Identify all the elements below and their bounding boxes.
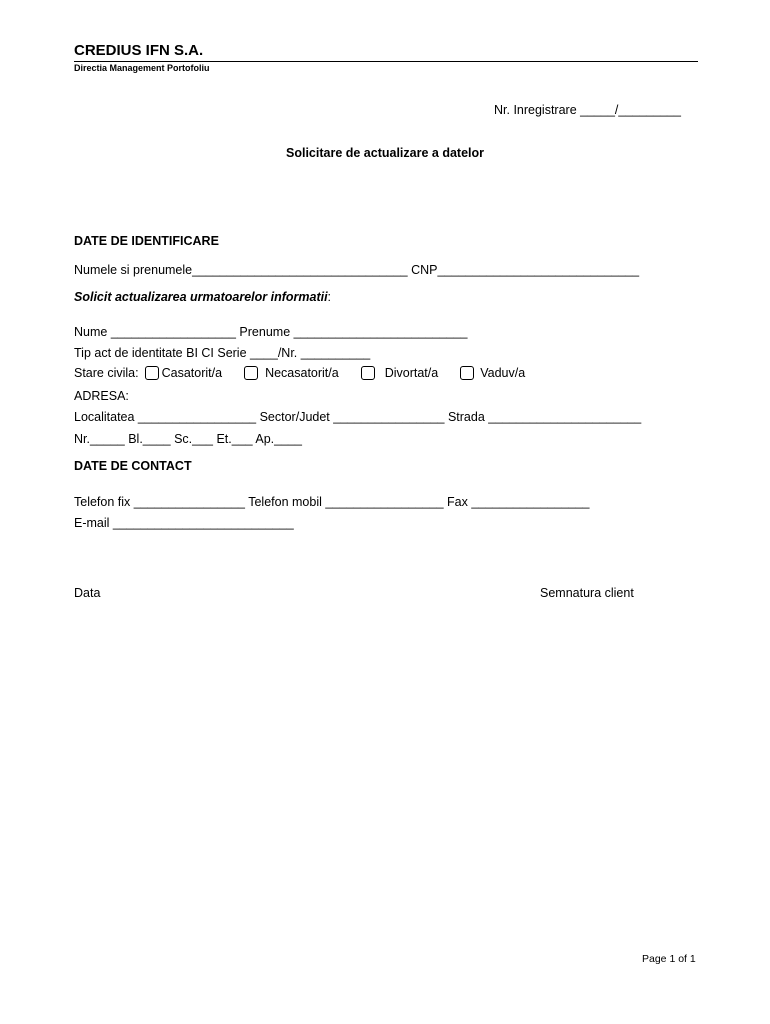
page-number: Page 1 of 1 <box>642 953 696 965</box>
address-number-field[interactable]: Nr._____ Bl.____ Sc.___ Et.___ Ap.____ <box>74 432 302 446</box>
civil-status-row <box>74 366 525 380</box>
registration-number: Nr. Inregistrare _____/_________ <box>494 103 681 117</box>
option-widowed[interactable] <box>460 366 525 380</box>
date-label: Data <box>74 586 101 600</box>
checkbox-widowed[interactable] <box>460 366 474 380</box>
option-married-label: Casatorit/a <box>161 366 223 380</box>
address-label: ADRESA: <box>74 389 129 403</box>
document-title: Solicitare de actualizare a datelor <box>286 146 484 160</box>
option-unmarried[interactable] <box>244 366 339 380</box>
checkbox-married[interactable] <box>145 366 159 380</box>
checkbox-divorced[interactable] <box>361 366 375 380</box>
update-request-label: Solicit actualizarea urmatoarelor informatii <box>74 290 328 304</box>
update-request-heading <box>74 290 331 304</box>
contact-heading: DATE DE CONTACT <box>74 459 192 473</box>
option-divorced-label: Divortat/a <box>384 366 439 380</box>
identification-heading: DATE DE IDENTIFICARE <box>74 234 219 248</box>
civil-status-label: Stare civila: <box>74 366 139 380</box>
checkbox-unmarried[interactable] <box>244 366 258 380</box>
company-name: CREDIUS IFN S.A. <box>74 42 204 59</box>
signature-label: Semnatura client <box>540 586 634 600</box>
address-locality-field[interactable]: Localitatea _________________ Sector/Judet ________________ Strada ______________________ <box>74 410 642 424</box>
update-request-colon: : <box>327 290 332 304</box>
option-widowed-label: Vaduv/a <box>480 366 526 380</box>
option-unmarried-label: Necasatorit/a <box>265 366 339 380</box>
name-cnp-field[interactable]: Numele si prenumele_______________________________ CNP_____________________________ <box>74 263 640 277</box>
phones-field[interactable]: Telefon fix ________________ Telefon mobil _________________ Fax _________________ <box>74 495 590 509</box>
header-rule <box>74 61 698 62</box>
id-document-field[interactable]: Tip act de identitate BI CI Serie ____/Nr. __________ <box>74 346 371 360</box>
option-married[interactable] <box>145 366 222 380</box>
option-divorced[interactable] <box>361 366 439 380</box>
name-surname-field[interactable]: Nume __________________ Prenume _________________________ <box>74 325 468 339</box>
department-name: Directia Management Portofoliu <box>74 63 210 73</box>
email-field[interactable]: E-mail __________________________ <box>74 516 294 530</box>
